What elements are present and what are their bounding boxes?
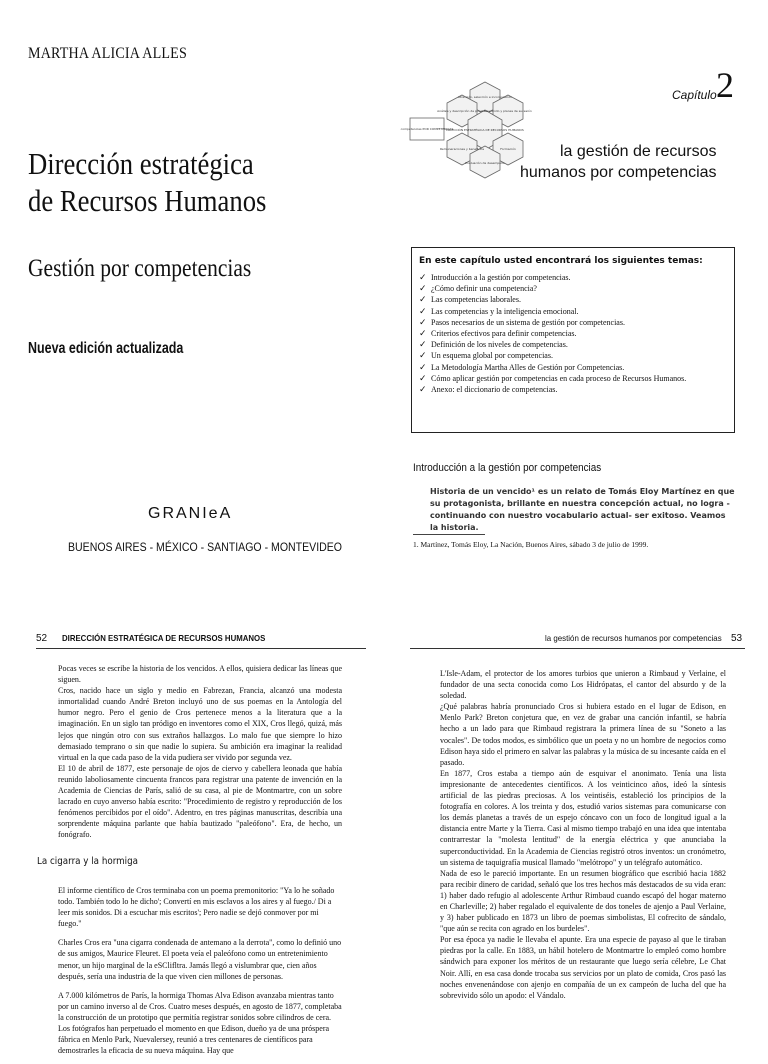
checkmark-icon: ✓ <box>419 272 427 282</box>
header-rule-53 <box>410 648 745 649</box>
topic-item: ✓ Criterios efectivos para definir competencias. <box>419 328 577 339</box>
chapter-topics-box <box>411 247 735 433</box>
chapter-number: 2 <box>716 65 734 105</box>
topics-heading: En este capítulo usted encontrará los siguientes temas: <box>419 256 703 266</box>
topic-item: ✓ ¿Cómo definir una competencia? <box>419 283 537 294</box>
footnote-rule <box>413 534 485 535</box>
chapter-title-line-2: humanos por competencias <box>520 164 717 181</box>
paragraph: Cros, nacido hace un siglo y medio en Fabrezan, Francia, alcanzó una modesta inmortalidad cuando André Breton incluyó uno de sus poemas en la Antología del humor negro. Pero el genio de Cros pertenece menos a la literatura que a la imaginación. En un siglo tan pródigo en inventores como el XIX, Cros llegó, quizá, más lejos que ningún otro con sus extraños hallazgos. Lo malo fue que siempre lo hizo demasiado temprano o sin que nadie lo supiera. Su ambición era imaginar la realidad virtual en la que cada paso de la vida pudiera ser vivido por segunda vez. <box>58 686 342 762</box>
checkmark-icon: ✓ <box>419 372 427 383</box>
topic-item: ✓ Cómo aplicar gestión por competencias en cada proceso de Recursos Humanos. <box>419 372 687 383</box>
paragraph: El informe científico de Cros terminaba con un poema premonitorio: "Ya lo he soñado todo. También todo lo he dicho'; Convertí en mis esclavos a los aires y al fuego./ Di a leer mis sonidos. Di a escuchar mis escritos'; Pero nadie se dejó conmover por mi fuego." <box>58 886 335 929</box>
page-52-body-b <box>58 877 342 1064</box>
page-52-body <box>58 663 342 841</box>
book-title-line-1: Dirección estratégica <box>28 146 254 181</box>
checkmark-icon: ✓ <box>419 361 427 372</box>
diagram-label-top: Atracción, selección e incorporación <box>457 95 513 99</box>
paragraph: En 1877, Cros estaba a tiempo aún de esquivar el anonimato. Tenía una lista impresionante de antecedentes científicos. A los veinticinco años, ideó la síntesis artificial de las piedras preciosas. A los veintiséis, estableció los principios de la fotografía en colores. A los treinta y dos, estudió varios sistemas para comunicarse con los demás planetas a través de un espejo cóncavo con un foco de longitud igual a la distancia entre Marte y la Tierra. Casi al mismo tiempo trabajó en una idea que intentaba contrarrestar la "molesta lentitud" de la energía eléctrica y que anunciaba la superconductividad. En la Academia de Ciencias registró otros inventos: un cronómetro, un sistema de taquigrafía musical llamado "melótropo" y un telégrafo automático. <box>440 768 726 867</box>
paragraph: Charles Cros era "una cigarra condenada de antemano a la derrota", como lo definió uno de sus amigos, Maurice Fleuret. El poeta veía el paleófono como un entretenimiento menor, un hijo marginal de la eSClifltra. Jamás llegó a vislumbrar que, cien años después, sería una industria de la que viven cien millones de personas. <box>58 938 342 981</box>
footnote: 1. Martínez, Tomás Eloy, La Nación, Buenos Aires, sábado 3 de julio de 1999. <box>413 540 649 549</box>
diagram-label-center: DIRECCIÓN ESTRATÉGICA DE RECURSOS HUMANOS <box>446 128 524 132</box>
page-number-53: 53 <box>731 633 743 644</box>
diagram-label-upper-left: Análisis y descripción de puestos <box>437 109 487 113</box>
topic-item: ✓ Introducción a la gestión por competencias. <box>419 272 571 282</box>
paragraph: Pocas veces se escribe la historia de los vencidos. A ellos, quisiera dedicar las líneas que siguen. <box>58 664 342 685</box>
paragraph: A 7.000 kilómetros de París, la hormiga Thomas Alva Edison avanzaba mientras tanto por un camino inverso al de Cros. Cuatro meses después, en agosto de 1877, completaba la construcción de un prototipo que permitía registrar sonidos sobre cilindros de cera. Los fotógrafos han perpetuado el momento en que Edison, dueño ya de una próspera fábrica en Menlo Park, Nuevalersey, reunió a tres centenares de científicos para demostrarles la eficacia de su nueva máquina. Hay que <box>58 990 342 1056</box>
checkmark-icon: ✓ <box>419 339 427 350</box>
publisher-cities: BUENOS AIRES - MÉXICO - SANTIAGO - MONTEVIDEO <box>68 540 343 554</box>
checkmark-icon: ✓ <box>419 283 427 294</box>
header-rule-52 <box>36 648 366 649</box>
checkmark-icon: ✓ <box>419 305 427 316</box>
running-header-52: DIRECCIÓN ESTRATÉGICA DE RECURSOS HUMANOS <box>62 633 266 643</box>
topic-item: ✓ Las competencias laborales. <box>419 294 521 305</box>
diagram-label-bottom: Evaluación de desempeño <box>465 161 505 165</box>
topic-item: ✓ Pasos necesarios de un sistema de gestión por competencias. <box>419 316 625 327</box>
topic-item: ✓ Definición de los niveles de competencias. <box>419 339 568 350</box>
checkmark-icon: ✓ <box>419 328 427 339</box>
diagram-label-lower-right: Formación <box>500 147 516 151</box>
topic-item: ✓ Un esquema global por competencias. <box>419 350 553 361</box>
diagram-label-lower-left: Remuneraciones y beneficios <box>439 147 485 151</box>
topic-item: ✓ Las competencias y la inteligencia emocional. <box>419 305 579 316</box>
diagram-label-side: competencias POR COMPETENCIAS <box>400 127 454 131</box>
subheading-cigarra: La cigarra y la hormiga <box>37 856 138 867</box>
topic-item: ✓ La Metodología Martha Alles de Gestión por Competencias. <box>419 361 625 372</box>
publisher-name: GRANIeA <box>148 505 233 522</box>
checkmark-icon: ✓ <box>419 384 427 395</box>
checkmark-icon: ✓ <box>419 294 427 305</box>
paragraph: ¿Qué palabras habría pronunciado Cros si hubiera estado en el lugar de Edison, en Menlo Park? Breton conjetura que, en vez de grabar una canción infantil, se habría hecho a un lado para que Rimbaud registrara la primera línea de su "Soneto a las vocales". De todos modos, es simbólico que un poeta y no un hombre de negocios como Edison haya sido el primero en salvar las palabras y la música de su incesante caída en el pasado. <box>440 702 726 767</box>
paragraph: Nada de eso le pareció importante. En un resumen biográfico que escribió hacia 1882 para recibir dinero de caridad, señaló que los tres hechos más destacados de su vida eran: 1) haber dado refugio al adolescente Arthur Rimbaud cuando escapó del hogar materno en Charleville; 2) haber regalado el equivalente de dos toneles de ajenjo a Paul Verlaine, y 3) haber publicado en 1873 un libro de poemas simbolistas, El cofrecito de sándalo, "que aún se recita con agrado en los burdeles". <box>440 868 726 934</box>
paragraph: L'Isle-Adam, el protector de los amores turbios que unieron a Rimbaud y Verlaine, el fundador de una secta conocida como Los Hidrópatas, el cantor del absurdo y de la soledad. <box>440 669 726 701</box>
book-subtitle: Gestión por competencias <box>28 255 252 282</box>
checkmark-icon: ✓ <box>419 350 427 361</box>
chapter-label: Capítulo <box>672 88 717 102</box>
paragraph: El 10 de abril de 1877, este personaje de ojos de ciervo y cabellera leonada que había reunido laboliosamente cincuenta francos para registrar una patente de invención en la Academia de Ciencias de París, salió de su casa, al pie de Montmartre, con un sobre lacrado en cuyo anverso había escrito: "Procedimiento de registro y reproducción de los fenómenos percibidos por el oído". Adentro, en tres páginas manuscritas, describía una sorprendente máquina parlante que había bautizado "paleófono". Era, de hecho, un fonógrafo. <box>58 763 342 840</box>
diagram-label-upper-right: Desarrollo y planes de sucesión <box>484 109 532 113</box>
running-header-53: la gestión de recursos humanos por competencias <box>545 633 722 643</box>
section-heading-intro: Introducción a la gestión por competencias <box>413 462 602 474</box>
edition-note: Nueva edición actualizada <box>28 340 184 357</box>
chapter-title-line-1: la gestión de recursos <box>560 143 717 160</box>
paragraph: Por esa época ya nadie le llevaba el apunte. Era una especie de payaso al que le tiraban piedras por la calle. En 1883, un hábil hotelero de Montmartre lo empleó como hombre sándwich para exponer los méritos de un restaurante que luego sería célebre, Le Chat Noir. Allí, en esa casa donde trocaba sus servicios por un plato de comida, Cros pasó las noches envenenándose con ajenjo en compañía de un ex campeón de lucha del que ha sobrevivido sólo un apodo: el Vándalo. <box>440 935 726 1000</box>
page-53-body <box>440 668 726 1001</box>
checkmark-icon: ✓ <box>419 316 427 327</box>
topic-item: ✓ Anexo: el diccionario de competencias. <box>419 384 558 395</box>
page-number-52: 52 <box>36 633 48 644</box>
book-author: MARTHA ALICIA ALLES <box>28 45 187 62</box>
intro-paragraph: Historia de un vencido¹ es un relato de Tomás Eloy Martínez en que su protagonista, brillante en nuestra concepción actual, no logra -continuando con nuestro vocabulario actual- ser exitoso. Veamos la historia. <box>430 487 735 532</box>
book-title-line-2: de Recursos Humanos <box>28 183 267 218</box>
